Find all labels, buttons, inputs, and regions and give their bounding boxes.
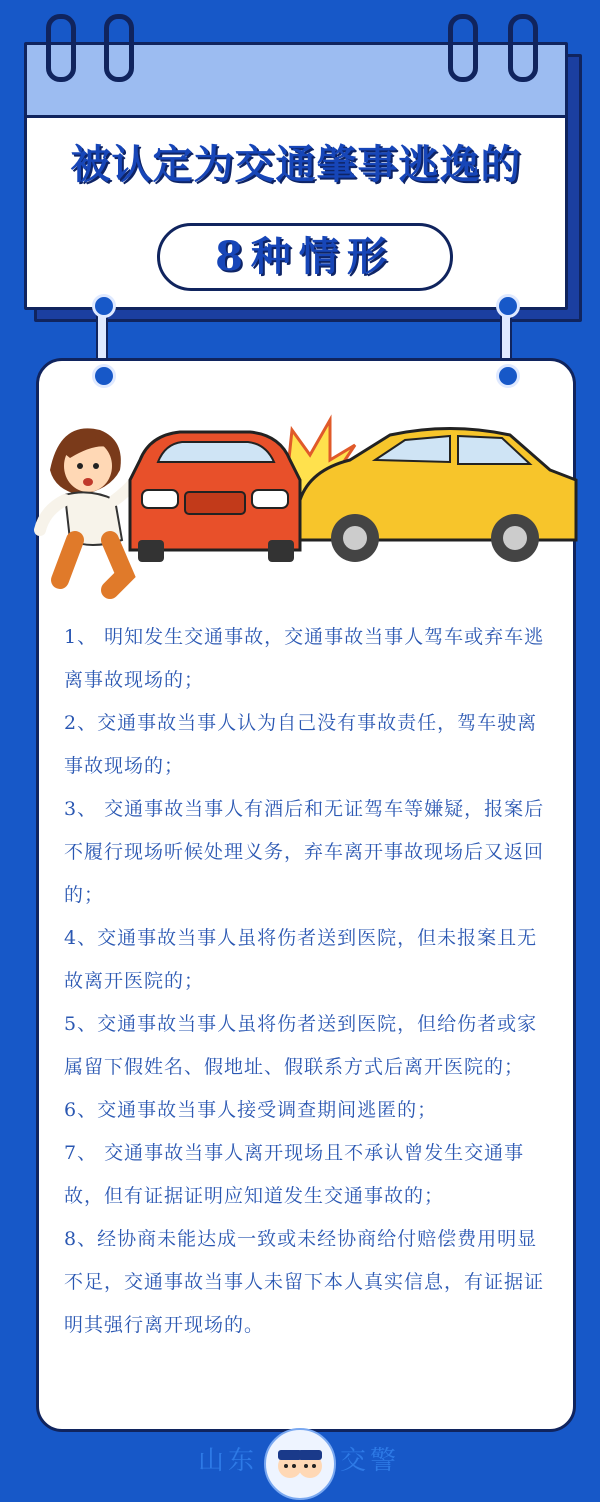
list-item: 7、 交通事故当事人离开现场且不承认曾发生交通事故，但有证据证明应知道发生交通事故的； — [64, 1142, 525, 1207]
item-list — [64, 616, 552, 1347]
footer-left-text: 山东 — [198, 1446, 259, 1476]
calendar-ring-icon — [508, 14, 538, 82]
list-item: 2、交通事故当事人认为自己没有事故责任，驾车驶离事故现场的； — [64, 712, 538, 777]
header-board — [24, 42, 568, 310]
police-badge-icon — [264, 1428, 336, 1500]
pin-icon — [92, 294, 116, 318]
accident-illustration — [30, 400, 578, 600]
list-item: 6、交通事故当事人接受调查期间逃匿的； — [64, 1099, 438, 1121]
page-title: 被认定为交通肇事逃逸的 — [70, 141, 522, 188]
list-item: 4、交通事故当事人虽将伤者送到医院，但未报案且无故离开医院的； — [64, 927, 538, 992]
list-item: 1、 明知发生交通事故，交通事故当事人驾车或弃车逃离事故现场的； — [64, 626, 545, 691]
red-car-illustration — [130, 432, 300, 562]
calendar-ring-icon — [46, 14, 76, 82]
calendar-ring-icon — [448, 14, 478, 82]
page-subtitle-pill: 8种情形 — [157, 223, 453, 291]
list-item: 3、 交通事故当事人有酒后和无证驾车等嫌疑，报案后不履行现场听候处理义务，弃车离开事故现场后又返回的； — [64, 798, 545, 906]
pin-icon — [496, 364, 520, 388]
pin-icon — [92, 364, 116, 388]
calendar-ring-icon — [104, 14, 134, 82]
list-item: 8、经协商未能达成一致或未经协商给付赔偿费用明显不足，交通事故当事人未留下本人真实信息，有证据证明其强行离开现场的。 — [64, 1228, 545, 1336]
list-item: 5、交通事故当事人虽将伤者送到医院，但给伤者或家属留下假姓名、假地址、假联系方式后离开医院的； — [64, 1013, 538, 1078]
running-boy-illustration — [40, 428, 142, 590]
yellow-car-illustration — [300, 429, 576, 563]
footer-right-text: 交警 — [340, 1446, 401, 1476]
pin-icon — [496, 294, 520, 318]
